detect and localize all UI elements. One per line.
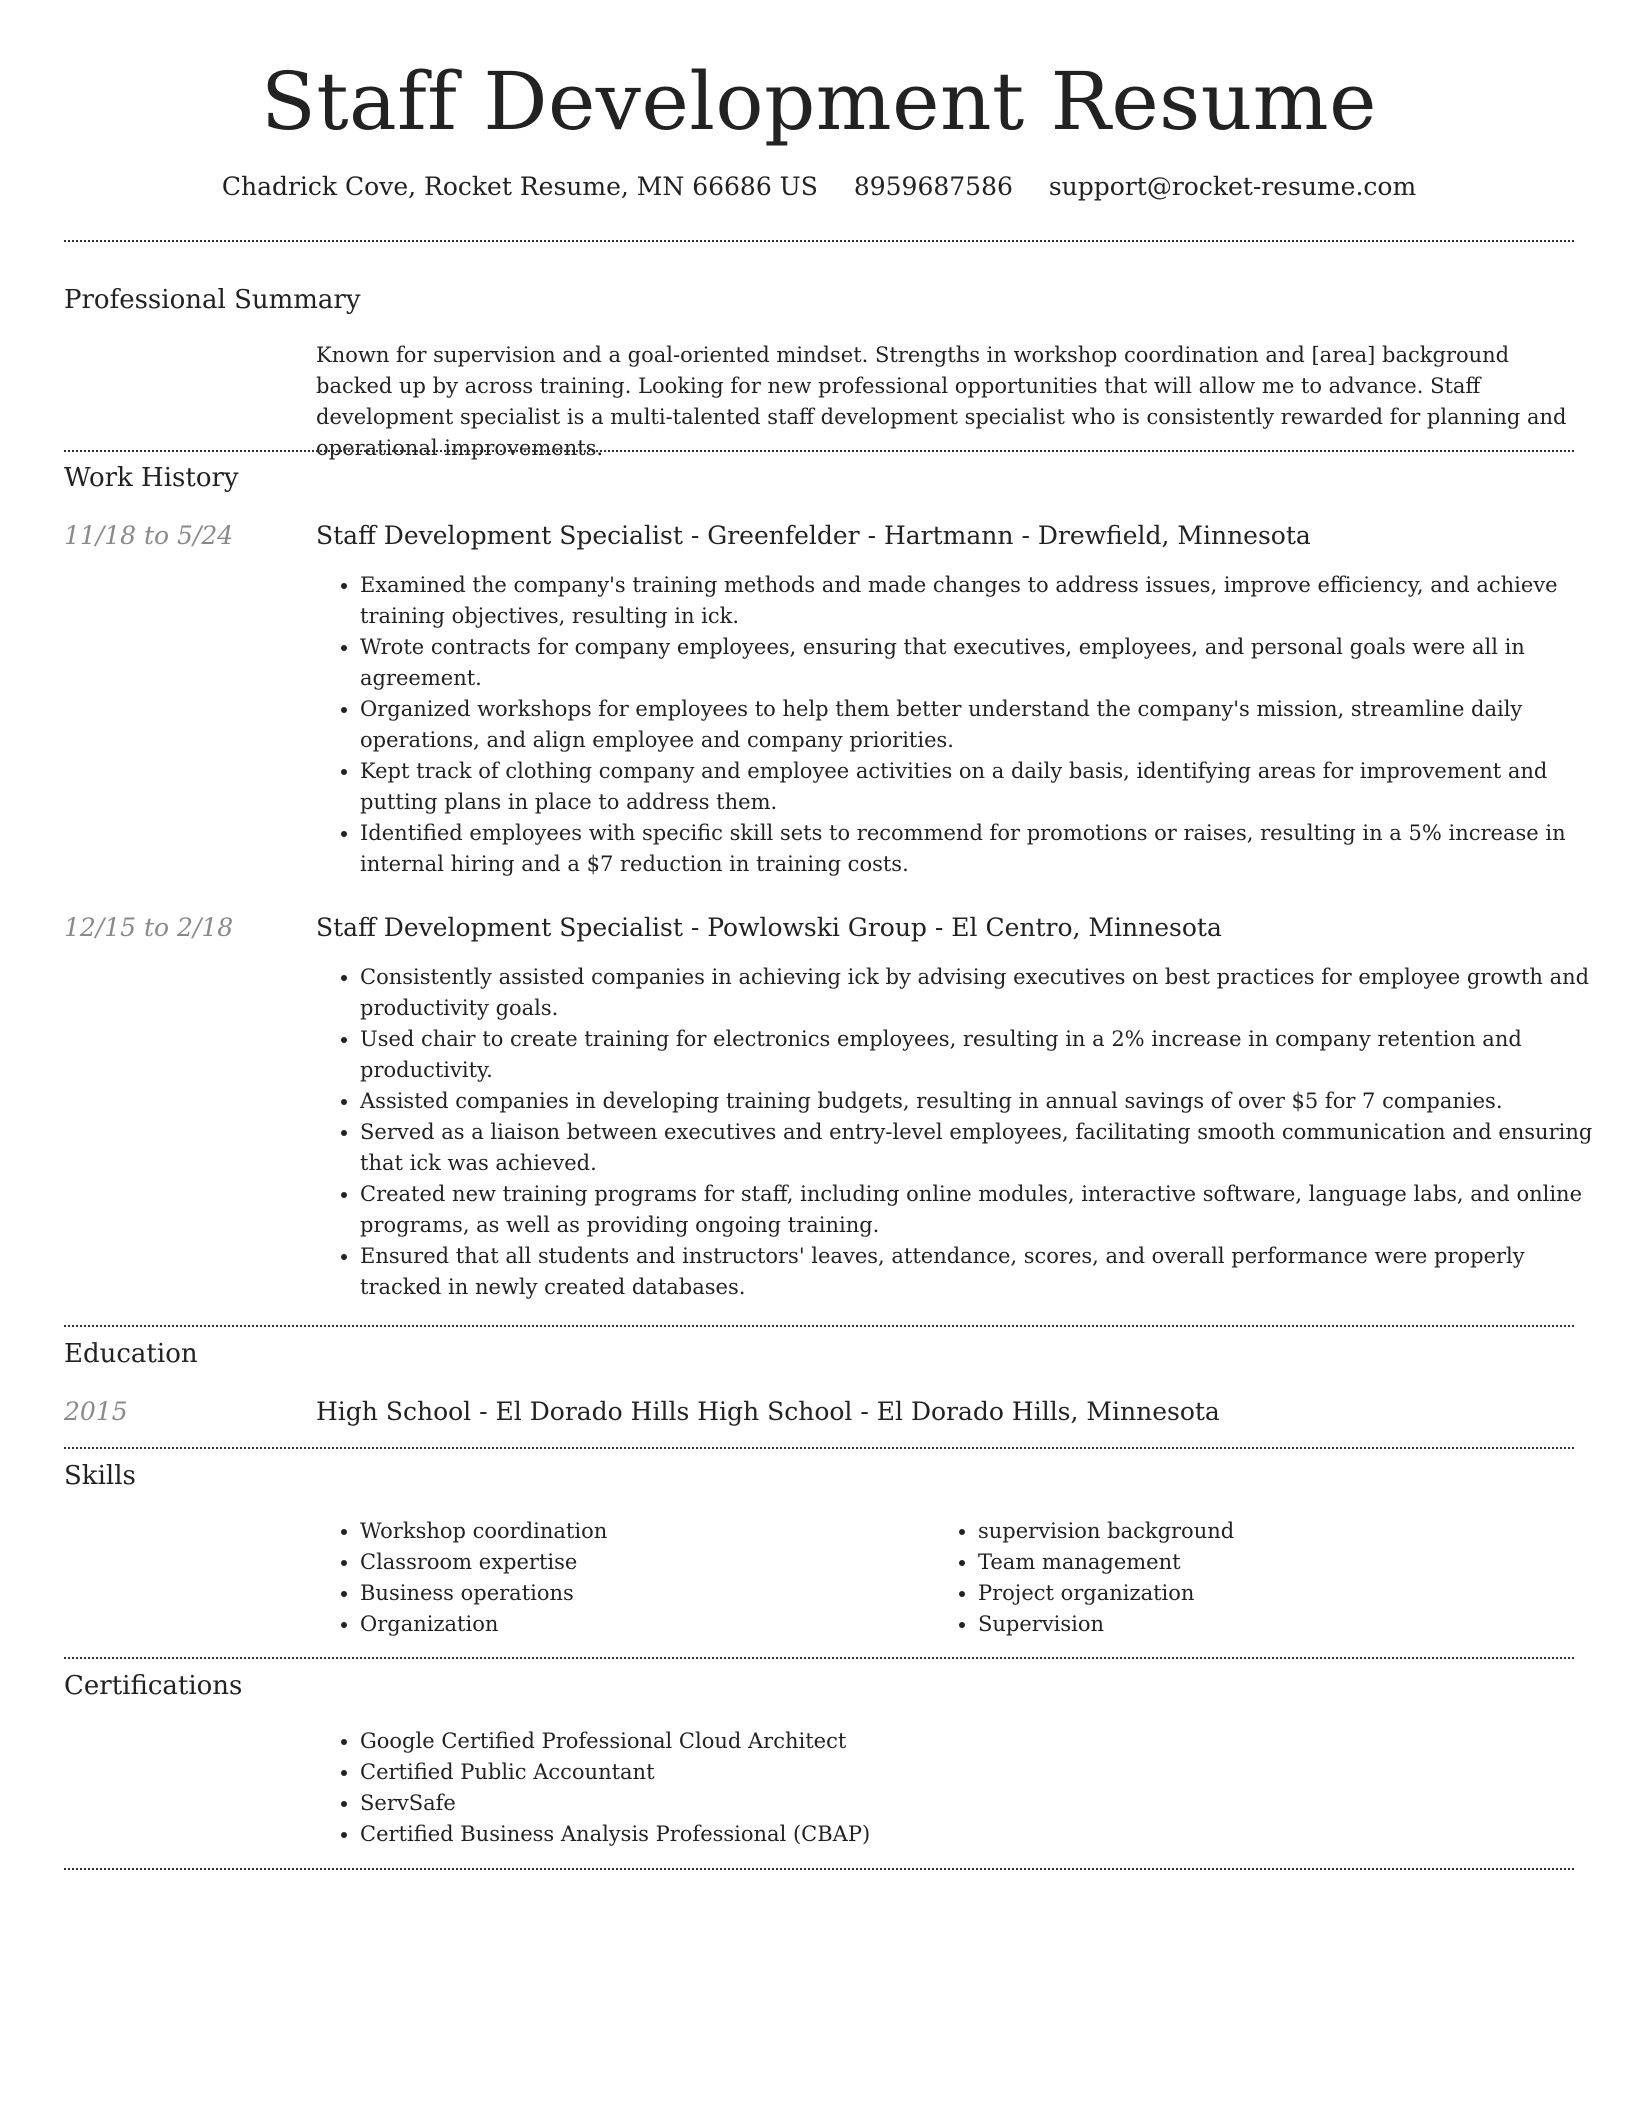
skill-item: • Classroom expertise — [360, 1547, 935, 1578]
job-bullets — [316, 570, 1595, 880]
job-bullet: • Wrote contracts for company employees, ensuring that executives, employees, and personal goals were all in agreement. — [360, 632, 1595, 694]
job-bullet: • Kept track of clothing company and employee activities on a daily basis, identifying areas for improvement and putting plans in place to address them. — [360, 756, 1595, 818]
job-details: - Greenfelder - Hartmann - Drewfield, Minnesota — [682, 521, 1311, 550]
contact-address: Chadrick Cove, Rocket Resume, MN 66686 US — [221, 172, 818, 201]
education-heading: Education — [64, 1339, 198, 1369]
job-title: Staff Development Specialist — [316, 521, 683, 550]
job-bullet: • Served as a liaison between executives and entry-level employees, facilitating smooth communication and ensuring that ick was achieved. — [360, 1117, 1595, 1179]
skill-item: • Organization — [360, 1609, 935, 1640]
job-bullet: • Consistently assisted companies in achieving ick by advising executives on best practices for employee growth and productivity goals. — [360, 962, 1595, 1024]
job-details: - Powlowski Group - El Centro, Minnesota — [682, 913, 1222, 942]
section-divider — [64, 1325, 1574, 1327]
skill-item: • Workshop coordination — [360, 1516, 935, 1547]
certification-item: • Certified Business Analysis Professional (CBAP) — [360, 1819, 1595, 1850]
education-details: - El Dorado Hills High School - El Dorado Hills, Minnesota — [471, 1397, 1220, 1426]
job-bullets — [316, 962, 1595, 1303]
contact-phone: 8959687586 — [853, 172, 1013, 201]
section-divider — [64, 1868, 1574, 1870]
contact-email: support@rocket-resume.com — [1048, 172, 1417, 201]
job-bullet: • Ensured that all students and instructors' leaves, attendance, scores, and overall performance were properly tracked in newly created databases. — [360, 1241, 1595, 1303]
job-heading — [316, 912, 1576, 944]
section-divider — [64, 240, 1574, 242]
certification-item: • ServSafe — [360, 1788, 1595, 1819]
skills-list-left — [316, 1516, 935, 1640]
education-degree: High School — [316, 1397, 472, 1426]
skill-item: • Supervision — [978, 1609, 1553, 1640]
work-history-heading: Work History — [64, 463, 239, 493]
job-dates: 12/15 to 2/18 — [64, 913, 234, 942]
job-title: Staff Development Specialist — [316, 913, 683, 942]
resume-page — [64, 0, 1593, 1846]
section-divider — [64, 450, 1574, 452]
job-bullet: • Identified employees with specific skill sets to recommend for promotions or raises, resulting in a 5% increase in internal hiring and a $7 reduction in training costs. — [360, 818, 1595, 880]
job-dates: 11/18 to 5/24 — [64, 521, 234, 550]
job-bullet: • Created new training programs for staff, including online modules, interactive software, language labs, and online programs, as well as providing ongoing training. — [360, 1179, 1595, 1241]
job-heading — [316, 520, 1576, 552]
section-divider — [64, 1447, 1574, 1449]
certifications-heading: Certifications — [64, 1671, 243, 1701]
certification-item: • Certified Public Accountant — [360, 1757, 1595, 1788]
skill-item: • supervision background — [978, 1516, 1553, 1547]
skill-item: • Project organization — [978, 1578, 1553, 1609]
skills-heading: Skills — [64, 1461, 136, 1491]
skill-item: • Team management — [978, 1547, 1553, 1578]
contact-line — [64, 172, 1574, 202]
job-bullet: • Examined the company's training methods and made changes to address issues, improve efficiency, and achieve training objectives, resulting in ick. — [360, 570, 1595, 632]
education-year: 2015 — [64, 1397, 128, 1426]
job-bullet: • Assisted companies in developing training budgets, resulting in annual savings of over $5 for 7 companies. — [360, 1086, 1595, 1117]
job-bullet: • Organized workshops for employees to help them better understand the company's mission, streamline daily operations, and align employee and company priorities. — [360, 694, 1595, 756]
skill-item: • Business operations — [360, 1578, 935, 1609]
certifications-list — [316, 1726, 1595, 1850]
education-heading-line — [316, 1396, 1576, 1428]
skills-list-right — [934, 1516, 1553, 1640]
job-bullet: • Used chair to create training for electronics employees, resulting in a 2% increase in company retention and productivity. — [360, 1024, 1595, 1086]
summary-text: Known for supervision and a goal-oriented mindset. Strengths in workshop coordination and [area] background backed up by across training. Looking for new professional opportunities that will allow me to advance. Staff development specialist is a multi-talented staff development specialist who is consistently rewarded for planning and operational improvements. — [316, 343, 1567, 460]
section-divider — [64, 1657, 1574, 1659]
certification-item: • Google Certified Professional Cloud Architect — [360, 1726, 1595, 1757]
summary-heading: Professional Summary — [64, 285, 361, 315]
resume-title: Staff Development Resume — [261, 55, 1377, 148]
